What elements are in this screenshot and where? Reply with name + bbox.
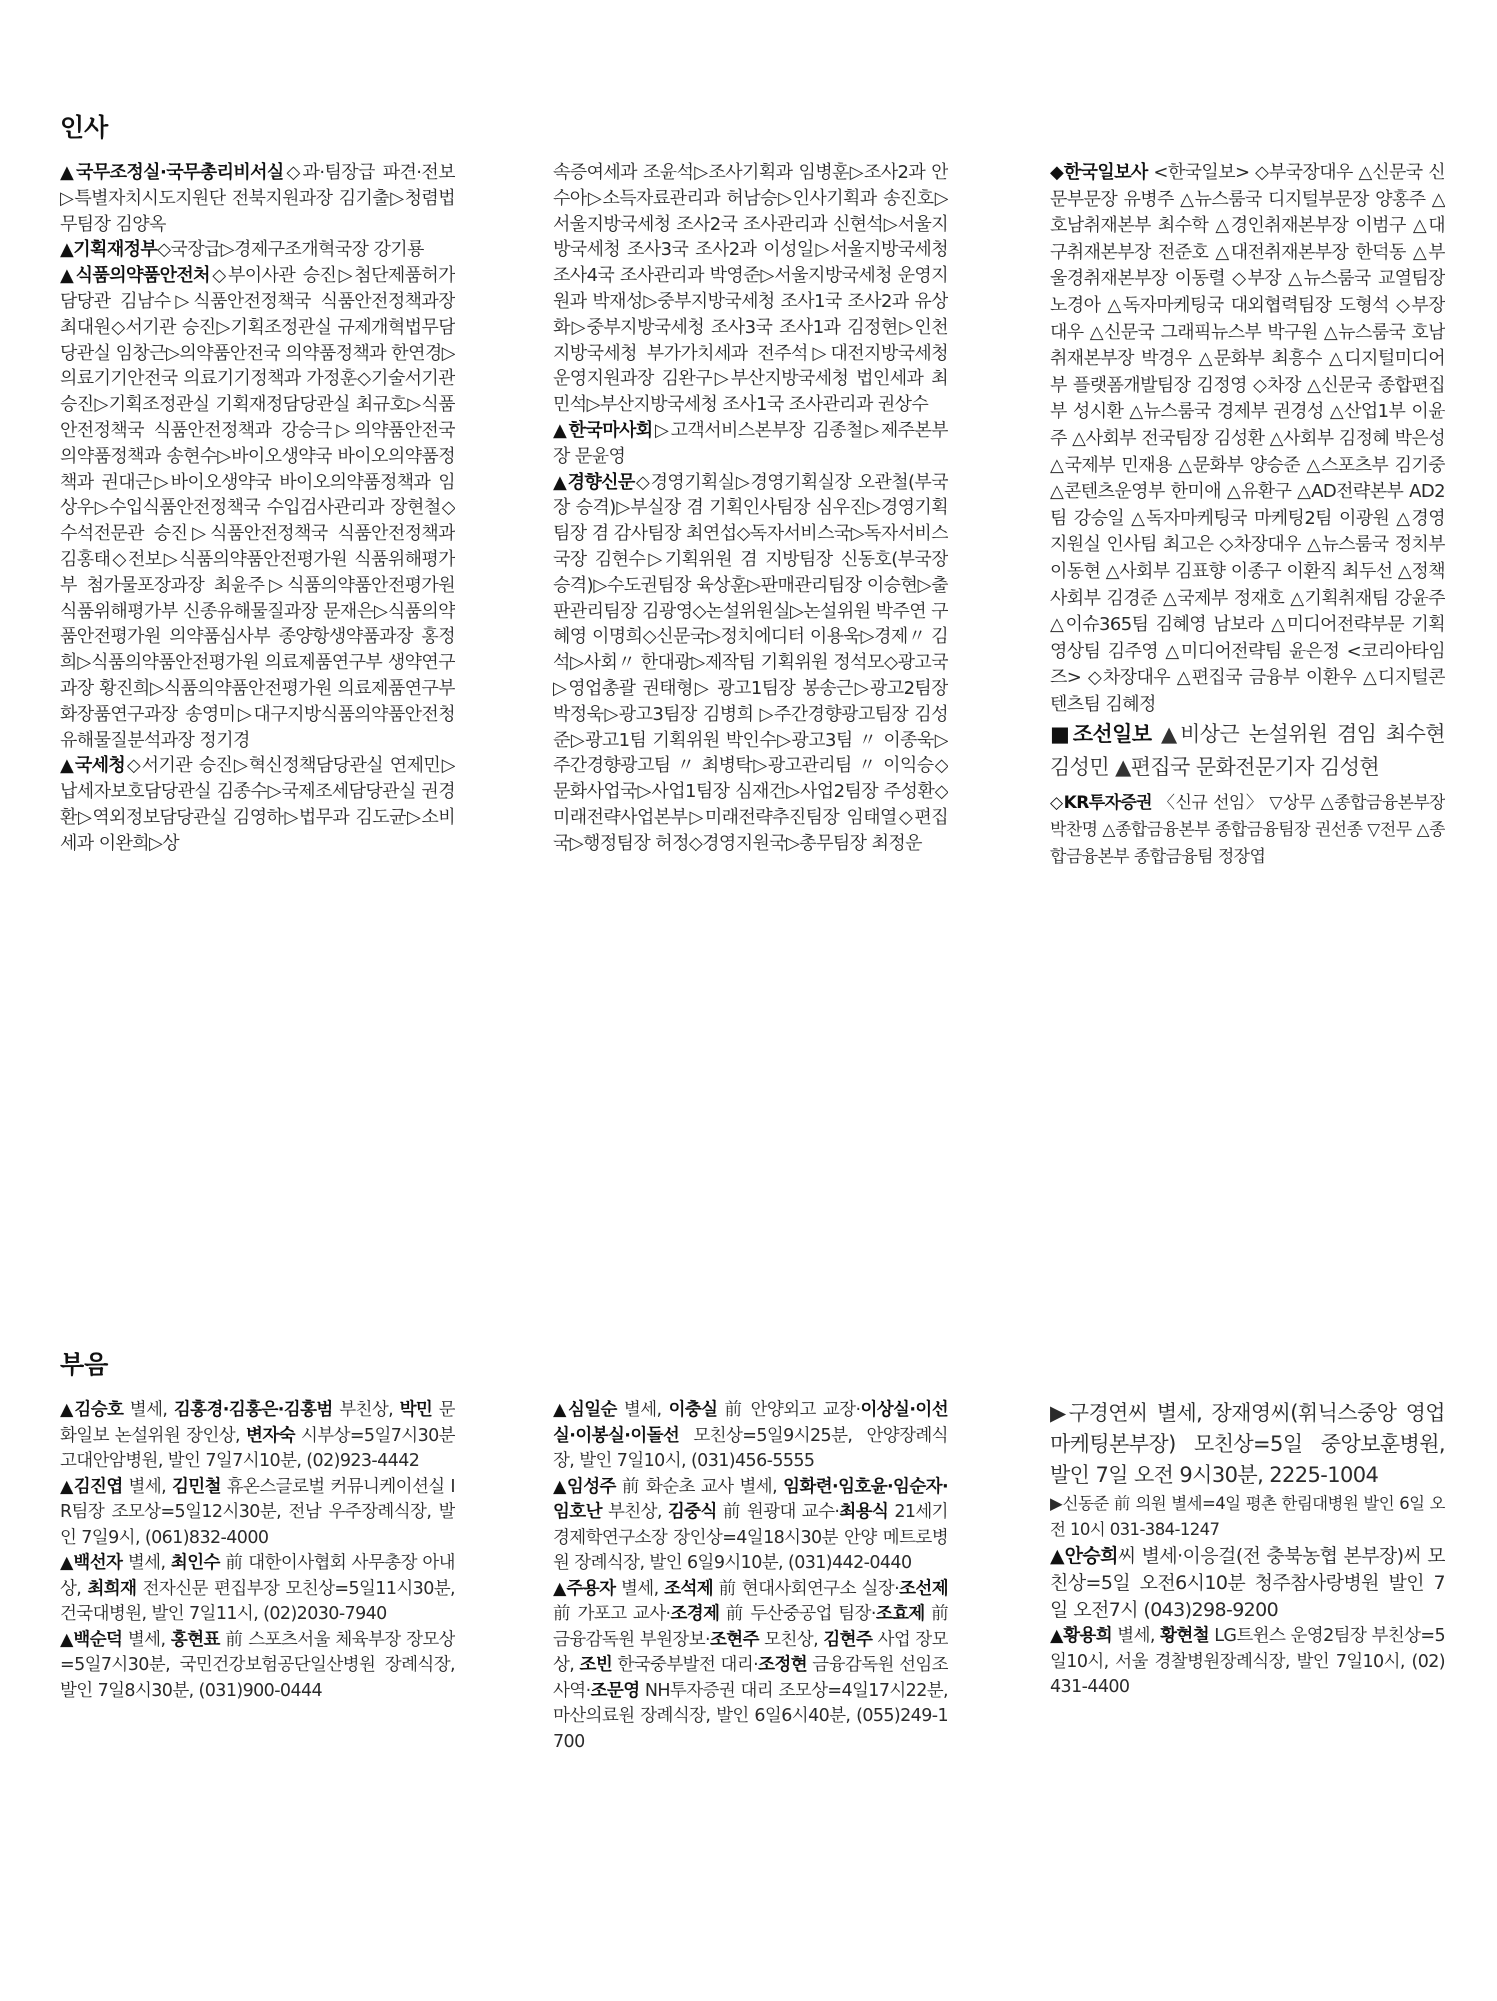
entry-text: ◇국장급▷경제구조개혁국장 강기룡 (157, 239, 424, 261)
bold-name: 조문영 (590, 1680, 640, 1701)
entry-text: 前 원광대 교수· (716, 1502, 840, 1522)
chosun-ilbo-notice (1050, 718, 1445, 784)
entry (553, 160, 948, 418)
entry-text: 前 가포고 교사· (553, 1604, 671, 1624)
entry-text: 별세, (122, 1553, 171, 1573)
bold-name: 조선제 (899, 1578, 948, 1599)
entry-text: NH투자증권 대리 조모상=4일17시22분, 마산의료원 장례식장, 발인 6일6시40분, (055)249-1700 (553, 1680, 948, 1752)
entry-text: 별세, (615, 1578, 665, 1599)
bold-name: 김현주 (823, 1629, 873, 1650)
bold-name: ▲주용자 (553, 1578, 616, 1599)
bold-name: ▲기획재정부 (60, 239, 158, 261)
bold-name: ▲김진엽 (60, 1476, 123, 1497)
bold-name: ▲심일순 (553, 1400, 617, 1420)
bold-name: 조석제 (664, 1578, 714, 1599)
bold-name: 이충실 (668, 1400, 718, 1420)
bold-name: ▲백선자 (60, 1553, 123, 1573)
entry-text: 21세기경제학연구소장 장인상=4일18시30분 안양 메트로병원 장례식장, 발인 6일9시10분, (031)442-0440 (553, 1502, 948, 1573)
entry-text: 별세, (123, 1400, 174, 1420)
bold-name: ▲김승호 (60, 1400, 124, 1420)
bold-name: ▲한국마사회 (553, 419, 653, 441)
obituary-section-title: 부음 (60, 1350, 109, 1379)
bold-name: ▲경향신문 (553, 471, 635, 493)
entry-text: 前 대한이사협회 사무총장 아내상, (60, 1553, 455, 1599)
hankook-ilbo-notice (1050, 160, 1445, 718)
entry (1050, 160, 1445, 718)
entry-text: 사업 장모상, (553, 1629, 948, 1675)
bold-name: ▲임성주 (553, 1476, 616, 1497)
bold-name: ▲안승희 (1050, 1545, 1118, 1567)
entry (1050, 1491, 1445, 1543)
entry-text: ◇부이사관 승진▷첨단제품허가담당관 김남수▷식품안전정책국 식품안전정책과장 최대원◇서기관 승진▷기획조정관실 규제개혁법무담당관실 임창근▷의약품안전국 의약품정책과 한연경▷의료기기안전국 의료기기정책과 가정훈◇기술서기관 승진▷기획조정관실 기획재정담당관실 최규호▷식품안전정책국 식품안전정책과 강승극▷의약품안전국 의약품정책과 송현수▷바이오생약국 바이오의약품정책과 권대근▷바이오생약국 바이오의약품정책과 임상우▷수입식품안전정책국 수입검사관리과 장현철◇수석전문관 승진▷식품안전정책국 식품안전정책과 김홍태◇전보▷식품의약품안전평가원 식품위해평가부 첨가물포장과장 최윤주▷식품의약품안전평가원 식품위해평가부 신종유해물질과장 문재은▷식품의약품안전평가원 의약품심사부 종양항생약품과장 홍정희▷식품의약품안전평가원 의료제품연구부 생약연구과장 황진희▷식품의약품안전평가원 의료제품연구부 화장품연구과장 송영미▷대구지방식품의약품안전청 유해물질분석과장 정기경 (60, 265, 455, 751)
bold-name: 김홍경·김홍은·김홍범 (173, 1400, 333, 1420)
entry (60, 237, 455, 263)
bold-name: 최용식 (839, 1502, 889, 1522)
entry (60, 1475, 455, 1552)
entry (60, 1551, 455, 1628)
obituary-column-3 (1050, 1398, 1445, 1918)
entry (1050, 790, 1445, 871)
entry-text: ◇서기관 승진▷혁신정책담당관실 연제민▷납세자보호담당관실 김종수▷국제조세담당관실 권경환▷역외정보담당관실 김영하▷법무과 김도균▷소비세과 이완희▷상 (60, 755, 455, 854)
entry-text: ▶구경연씨 별세, 장재영씨(휘닉스중앙 영업마케팅본부장) 모친상=5일 중앙보훈병원, 발인 7일 오전 9시30분, 2225-1004 (1050, 1401, 1445, 1487)
entry-text: 시부상=5일7시30분 고대안암병원, 발인 7일7시10분, (02)923-4442 (60, 1425, 455, 1471)
personnel-column-2 (553, 160, 948, 1120)
entry-text: ▶신동준 前 의원 별세=4일 평촌 한림대병원 발인 6일 오전 10시 031-384-1247 (1050, 1494, 1445, 1539)
entry-text: <한국일보> ◇부국장대우 △신문국 신문부문장 유병주 △뉴스룸국 디지털부문장 양홍주 △호남취재본부 최수학 △경인취재본부장 이범구 △대구취재본부장 전준호 △대전취재본부장 한덕동 △부울경취재본부장 이동렬 ◇부장 △뉴스룸국 교열팀장 노경아 △독자마케팅국 대외협력팀장 도형석 ◇부장대우 △신문국 그래픽뉴스부 박구원 △뉴스룸국 호남취재본부장 박경우 △문화부 최흥수 △디지털미디어부 플랫폼개발팀장 김정영 ◇차장 △신문국 종합편집부 성시환 △뉴스룸국 경제부 권경성 △산업1부 이윤주 △사회부 전국팀장 김성환 △사회부 김정혜 박은성 △국제부 민재용 △문화부 양승준 △스포츠부 김기중 △콘텐츠운영부 한미애 △유환구 △AD전략본부 AD2팀 강승일 △독자마케팅국 마케팅2팀 이광원 △경영지원실 인사팀 최고은 ◇차장대우 △뉴스룸국 정치부 이동현 △사회부 김표향 이종구 이환직 최두선 △정책사회부 김경준 △국제부 정재호 △기획취재팀 강윤주 △이슈365팀 김혜영 남보라 △미디어전략부문 기획영상팀 김주영 △미디어전략팀 윤은정 <코리아타임즈> ◇차장대우 △편집국 금융부 이환우 △디지털콘텐츠팀 김혜정 (1050, 162, 1445, 715)
entry-text: 한국중부발전 대리· (612, 1655, 759, 1675)
bold-name: 이상실·이선실·이봉실·이돌선 (553, 1400, 948, 1446)
bold-name: 최희재 (87, 1578, 137, 1599)
entry-text: 휴온스글로벌 커뮤니케이션실 IR팀장 조모상=5일12시30분, 전남 우주장례식장, 발인 7일9시, (061)832-4000 (60, 1476, 455, 1548)
entry-text: 전자신문 편집부장 모친상=5일11시30분, 건국대병원, 발인 7일11시, (02)2030-7940 (60, 1578, 455, 1624)
bold-name: ◆한국일보사 (1050, 162, 1148, 183)
entry-text: ▲비상근 논설위원 겸임 최수현 김성민 ▲편집국 문화전문기자 김성현 (1050, 722, 1445, 780)
entry-text: ◇경영기획실▷경영기획실장 오관철(부국장 승격)▷부실장 겸 기획인사팀장 심우진▷경영기획팀장 겸 감사팀장 최연섭◇독자서비스국▷독자서비스국장 김현수▷기획위원 겸 지방팀장 신동호(부국장 승격)▷수도권팀장 육상훈▷판매관리팀장 이승현▷출판관리팀장 김광영◇논설위원실▷논설위원 박주연 구혜영 이명희◇신문국▷정치에디터 이용욱▷경제〃 김석▷사회〃 한대광▷제작팀 기획위원 정석모◇광고국▷영업총괄 권태형▷ 광고1팀장 봉송근▷광고2팀장 박정욱▷광고3팀장 김병희 ▷주간경향광고팀장 김성준▷광고1팀 기획위원 박인수▷광고3팀 〃 이종욱▷주간경향광고팀 〃 최병탁▷광고관리팀 〃 이익승◇문화사업국▷사업1팀장 심재건▷사업2팀장 주성환◇미래전략사업본부▷미래전략추진팀장 임태열◇편집국▷행정팀장 허정◇경영지원국▷총무팀장 최정운 (553, 471, 948, 854)
entry-text: 모친상=5일9시25분, 안양장례식장, 발인 7일10시, (031)456-5555 (553, 1425, 948, 1471)
entry-text: 별세, (1112, 1626, 1161, 1646)
bold-name: 최인수 (170, 1553, 220, 1573)
entry (60, 263, 455, 753)
entry-text: 부친상, (601, 1502, 668, 1522)
entry-text: ◇과·팀장급 파견·전보▷특별자치시도지원단 전북지원과장 김기출▷청렴법무팀장 김양옥 (60, 162, 455, 235)
entry (1050, 1624, 1445, 1701)
entry (553, 1475, 948, 1577)
bold-name: ▲황용희 (1050, 1626, 1113, 1646)
bold-name: 임화련·임호윤·임순자·임호난 (553, 1476, 948, 1522)
entry-text: 前 두산중공업 팀장· (719, 1604, 876, 1624)
entry-text: 별세, (122, 1476, 172, 1497)
bold-name: ▲국세청 (60, 755, 126, 777)
entry-text: 前 금융감독원 부원장보· (553, 1604, 948, 1650)
bold-name: ▲식품의약품안전처 (60, 265, 210, 287)
bold-name: 홍현표 (170, 1629, 220, 1650)
entry-text: 씨 별세·이응걸(전 충북농협 본부장)씨 모친상=5일 오전6시10분 청주참사랑병원 발인 7일 오전7시 (043)298-9200 (1050, 1545, 1445, 1621)
entry (60, 160, 455, 237)
bold-name: 조경제 (670, 1604, 720, 1624)
entry (553, 418, 948, 470)
entry (60, 1628, 455, 1705)
entry-text: 별세, (122, 1629, 171, 1650)
entry (60, 1398, 455, 1475)
bold-name: 박민 (399, 1400, 433, 1420)
entry-text: 금융감독원 선임조사역· (553, 1655, 948, 1701)
entry (1050, 718, 1445, 784)
bold-name: 김민철 (171, 1476, 221, 1497)
entry-text: 모친상, (758, 1629, 824, 1650)
entry (553, 470, 948, 857)
personnel-column-3 (1050, 160, 1445, 1140)
personnel-section-title: 인사 (60, 113, 109, 142)
bold-name: 조현주 (709, 1629, 759, 1650)
obituary-column-2 (553, 1398, 948, 1918)
bold-name: 황현철 (1160, 1626, 1210, 1646)
bold-name: 조효제 (875, 1604, 925, 1624)
entry-text: 문화일보 논설위원 장인상, (60, 1400, 455, 1446)
entry-text: 前 스포츠서울 체육부장 장모상=5일7시30분, 국민건강보험공단일산병원 장례식장, 발인 7일8시30분, (031)900-0444 (60, 1629, 455, 1701)
kr-securities-notice (1050, 790, 1445, 871)
bold-name: 조정현 (758, 1655, 808, 1675)
entry-text: 부친상, (332, 1400, 400, 1420)
entry-text: ▷고객서비스본부장 김종철▷제주본부장 문윤영 (553, 419, 948, 467)
bold-name: ■조선일보 (1050, 722, 1152, 747)
entry-text: 前 현대사회연구소 실장· (713, 1578, 900, 1599)
personnel-column-1 (60, 160, 455, 1120)
bold-name: ▲백순덕 (60, 1629, 123, 1650)
entry-text: 前 안양외고 교장· (717, 1400, 861, 1420)
entry (553, 1577, 948, 1756)
bold-name: ◇KR투자증권 (1050, 793, 1152, 814)
bold-name: ▲국무조정실·국무총리비서실 (60, 162, 284, 183)
bold-name: 김중식 (667, 1502, 717, 1522)
entry (553, 1398, 948, 1475)
bold-name: 변자숙 (246, 1425, 295, 1446)
entry-text: 별세, (616, 1400, 669, 1420)
entry (60, 753, 455, 856)
entry-text: 속증여세과 조윤석▷조사기획과 임병훈▷조사2과 안수아▷소득자료관리과 허남승▷인사기획과 송진호▷서울지방국세청 조사2국 조사관리과 신현석▷서울지방국세청 조사3국 조사2과 이성일▷서울지방국세청 조사4국 조사관리과 박영준▷서울지방국세청 운영지원과 박재성▷중부지방국세청 조사1국 조사2과 유상화▷중부지방국세청 조사3국 조사1과 김정현▷인천지방국세청 부가가치세과 전주석▷대전지방국세청 운영지원과장 김완구▷부산지방국세청 법인세과 최민석▷부산지방국세청 조사1국 조사관리과 권상수 (553, 162, 948, 416)
entry-text: 前 화순초 교사 별세, (615, 1476, 784, 1497)
obituary-column-1 (60, 1398, 455, 1918)
entry-text: 〈신규 선임〉 ▽상무 △종합금융본부장 박찬명 △종합금융본부 종합금융팀장 권선종 ▽전무 △종합금융본부 종합금융팀 정장엽 (1050, 793, 1445, 868)
bold-name: 조빈 (579, 1655, 613, 1675)
entry-text: LG트윈스 운영2팀장 부친상=5일10시, 서울 경찰병원장례식장, 발인 7일10시, (02)431-4400 (1050, 1626, 1445, 1697)
entry (1050, 1398, 1445, 1491)
entry (1050, 1543, 1445, 1624)
